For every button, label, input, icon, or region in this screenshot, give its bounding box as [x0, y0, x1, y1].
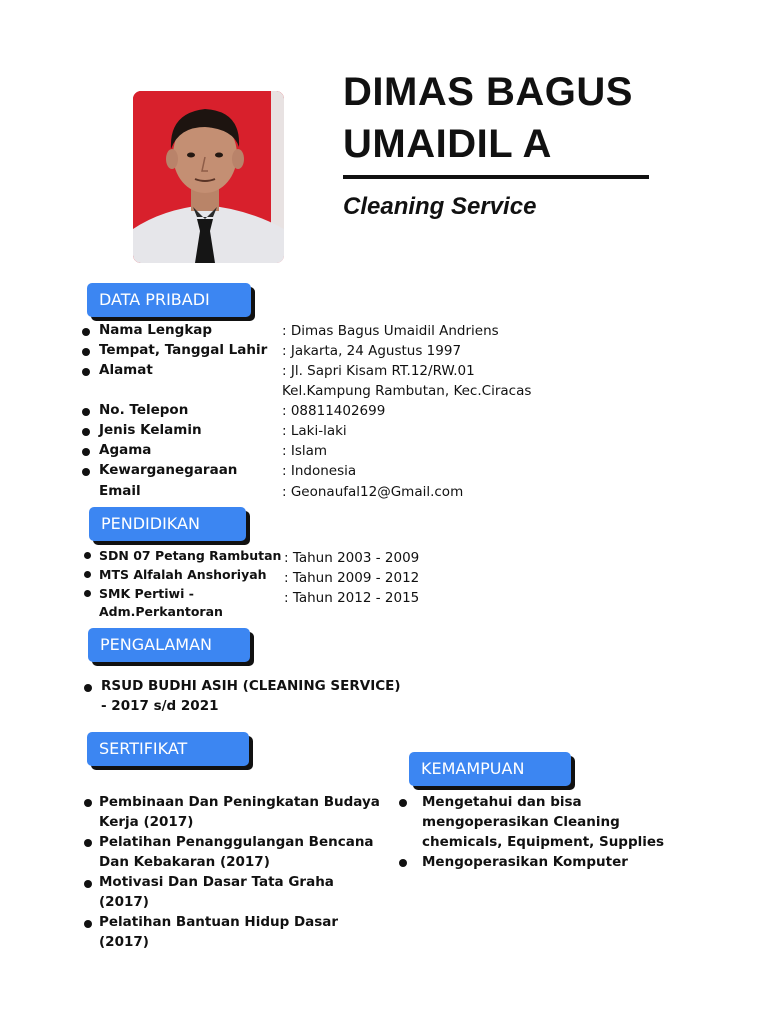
value-ttl: : Jakarta, 24 Agustus 1997 [282, 343, 462, 359]
label-ttl: Tempat, Tanggal Lahir [99, 342, 268, 358]
portrait-icon [133, 91, 284, 263]
bullet-icon [82, 368, 90, 376]
certificate-3: Motivasi Dan Dasar Tata Graha [99, 874, 334, 890]
certificate-2: Pelatihan Penanggulangan Bencana [99, 834, 374, 850]
experience-line-1: RSUD BUDHI ASIH (CLEANING SERVICE) [101, 678, 401, 694]
name-line-1: DIMAS BAGUS [343, 70, 633, 114]
profile-photo [133, 91, 284, 263]
label-nama: Nama Lengkap [99, 322, 213, 338]
name-line-2: UMAIDIL A [343, 122, 552, 166]
bullet-icon [84, 880, 92, 888]
value-kewarganegaraan: : Indonesia [282, 463, 357, 479]
value-agama: : Islam [282, 443, 328, 459]
year-2: : Tahun 2009 - 2012 [284, 570, 420, 586]
bullet-icon [84, 799, 92, 807]
section-tag-pendidikan: PENDIDIKAN [89, 507, 246, 541]
skill-1: Mengetahui dan bisa [422, 794, 582, 810]
bullet-icon [84, 920, 92, 928]
bullet-icon [82, 408, 90, 416]
bullet-icon [84, 684, 92, 692]
bullet-icon [84, 839, 92, 847]
value-jenis-kelamin: : Laki-laki [282, 423, 347, 439]
section-tag-data-pribadi: DATA PRIBADI [87, 283, 251, 317]
value-alamat-2: Kel.Kampung Rambutan, Kec.Ciracas [282, 383, 532, 399]
candidate-name [343, 66, 673, 170]
skill-1-line-2: mengoperasikan Cleaning [422, 814, 620, 830]
job-title: Cleaning Service [343, 193, 537, 220]
bullet-icon [82, 348, 90, 356]
certificate-4: Pelatihan Bantuan Hidup Dasar [99, 914, 339, 930]
label-agama: Agama [99, 442, 152, 458]
value-nama: : Dimas Bagus Umaidil Andriens [282, 323, 499, 339]
name-divider [343, 175, 649, 179]
certificate-1: Pembinaan Dan Peningkatan Budaya [99, 794, 380, 810]
skill-2: Mengoperasikan Komputer [422, 854, 628, 870]
experience-line-2: - 2017 s/d 2021 [101, 698, 219, 714]
school-3: SMK Pertiwi - [99, 586, 194, 601]
skill-1-line-3: chemicals, Equipment, Supplies [422, 834, 665, 850]
bullet-icon [82, 328, 90, 336]
bullet-icon [82, 468, 90, 476]
bullet-icon [82, 428, 90, 436]
value-telepon: : 08811402699 [282, 403, 386, 419]
bullet-icon [82, 448, 90, 456]
label-telepon: No. Telepon [99, 402, 189, 418]
bullet-icon [399, 859, 407, 867]
certificate-2-line-2: Dan Kebakaran (2017) [99, 854, 270, 870]
certificate-1-line-2: Kerja (2017) [99, 814, 194, 830]
bullet-icon [84, 571, 91, 578]
year-3: : Tahun 2012 - 2015 [284, 590, 420, 606]
school-1: SDN 07 Petang Rambutan [99, 548, 282, 563]
year-1: : Tahun 2003 - 2009 [284, 550, 420, 566]
school-3-line-2: Adm.Perkantoran [99, 604, 223, 619]
certificate-3-line-2: (2017) [99, 894, 149, 910]
section-tag-kemampuan: KEMAMPUAN [409, 752, 571, 786]
label-email: Email [99, 483, 141, 499]
label-jenis-kelamin: Jenis Kelamin [99, 422, 202, 438]
value-email: : Geonaufal12@Gmail.com [282, 484, 464, 500]
school-2: MTS Alfalah Anshoriyah [99, 567, 267, 582]
section-tag-pengalaman: PENGALAMAN [88, 628, 250, 662]
bullet-icon [84, 590, 91, 597]
label-kewarganegaraan: Kewarganegaraan [99, 462, 238, 478]
bullet-icon [84, 552, 91, 559]
section-tag-sertifikat: SERTIFIKAT [87, 732, 249, 766]
bullet-icon [399, 799, 407, 807]
value-alamat: : Jl. Sapri Kisam RT.12/RW.01 [282, 363, 475, 379]
certificate-4-line-2: (2017) [99, 934, 149, 950]
label-alamat: Alamat [99, 362, 153, 378]
